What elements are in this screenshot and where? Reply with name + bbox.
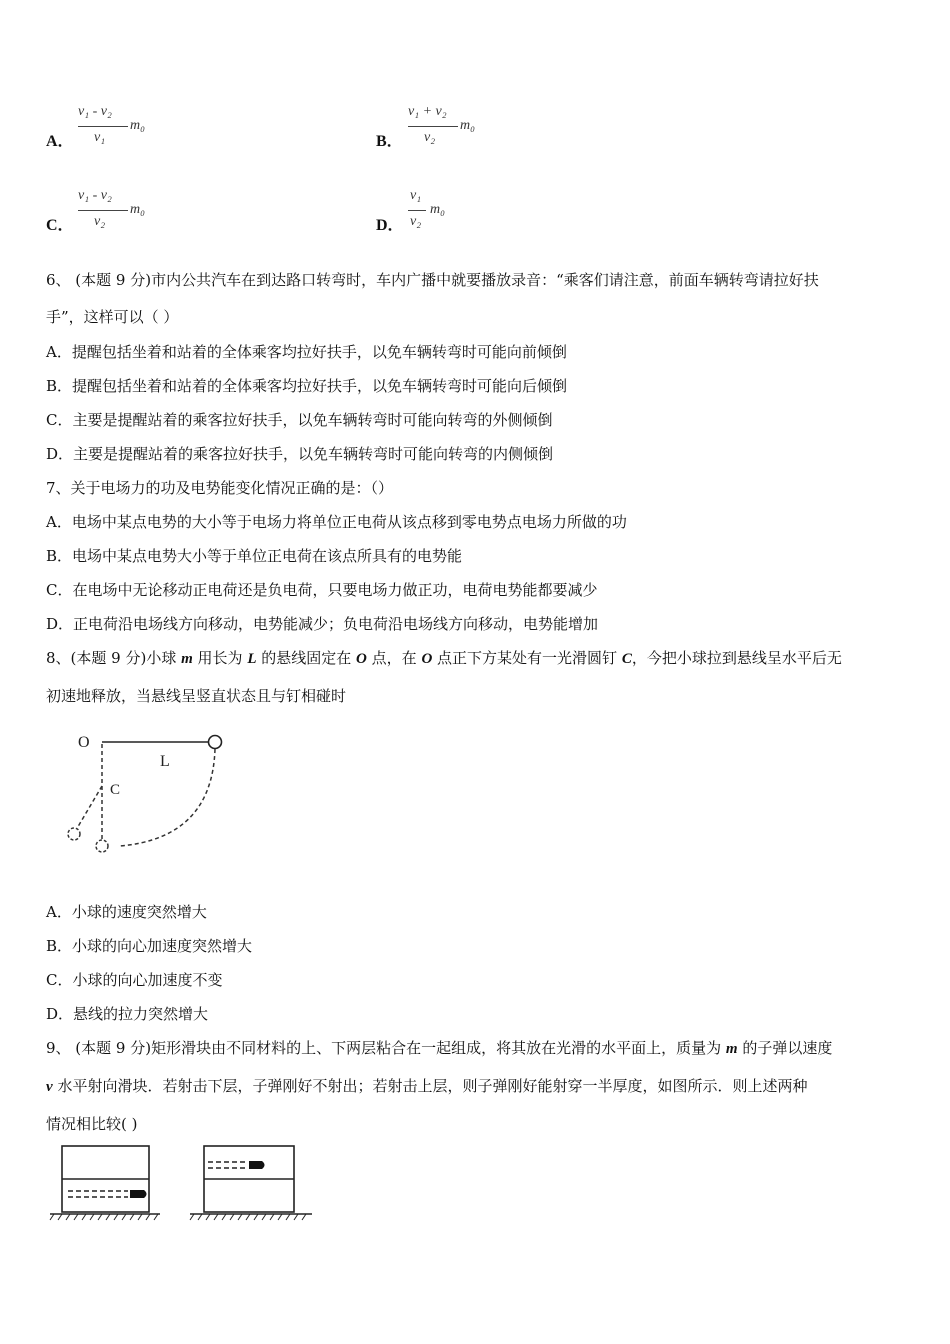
mass-symbol: m₀ (460, 118, 475, 133)
q9-stem-line1 (46, 1038, 832, 1059)
q8-stem-line1 (46, 648, 842, 669)
q9-stem-line2 (46, 1076, 807, 1097)
option-label: B． (376, 133, 403, 150)
stem-text: 用长为 (192, 649, 248, 667)
q8-option-a: A．小球的速度突然增大 (46, 903, 207, 921)
label-c: C (110, 782, 121, 798)
label-o: O (78, 734, 90, 751)
q8-stem-line2: 初速地释放，当悬线呈竖直状态且与钉相碰时 (46, 687, 347, 705)
mass-symbol: m₀ (130, 202, 145, 217)
numerator: v₁ - v₂ (78, 104, 112, 119)
q6-option-b: B．提醒包括坐着和站着的全体乘客均拉好扶手，以免车辆转弯时可能向后倾倒 (46, 377, 568, 395)
q7-option-c: C．在电场中无论移动正电荷还是负电荷，只要电场力做正功，电荷电势能都要减少 (46, 581, 598, 599)
stem-text: 点，在 (366, 649, 422, 667)
stem-text: ，今把小球拉到悬线呈水平后无 (631, 649, 842, 667)
pendulum-figure (60, 728, 240, 860)
q8-option-d: D．悬线的拉力突然增大 (46, 1005, 209, 1023)
q7-stem: 7、关于电场力的功及电势能变化情况正确的是：（） (46, 479, 394, 497)
ball-bottom (96, 840, 108, 852)
stem-text: 的子弹以速度 (737, 1039, 833, 1057)
stem-text: 9、 (本题 9 分)矩形滑块由不同材料的上、下两层粘合在一起组成，将其放在光滑的水平面上，质量为 (46, 1039, 726, 1057)
q7-option-d: D．正电荷沿电场线方向移动，电势能减少；负电荷沿电场线方向移动，电势能增加 (46, 615, 599, 633)
block-figure (46, 1142, 316, 1224)
stem-text: 的悬线固定在 (256, 649, 357, 667)
fraction-bar (78, 126, 128, 127)
q6-stem-line2: 手”，这样可以（ ） (46, 308, 179, 326)
symbol-o: O (421, 651, 433, 667)
fraction-bar (408, 210, 426, 211)
symbol-v: v (46, 1079, 53, 1095)
q6-option-a: A．提醒包括坐着和站着的全体乘客均拉好扶手，以免车辆转弯时可能向前倾倒 (46, 343, 567, 361)
option-label: A． (46, 133, 74, 150)
option-label: D． (376, 217, 404, 234)
fraction-bar (408, 126, 458, 127)
mass-symbol: m₀ (430, 202, 445, 217)
symbol-o: O (356, 651, 367, 667)
right-bullet (249, 1161, 265, 1169)
q6-option-c: C．主要是提醒站着的乘客拉好扶手，以免车辆转弯时可能向转弯的外侧倾倒 (46, 411, 553, 429)
stem-text: 水平射向滑块．若射击下层，子弹刚好不射出；若射击上层，则子弹刚好能射穿一半厚度，如图所示．则上述两种 (52, 1077, 808, 1095)
denominator: v₁ (94, 130, 106, 145)
option-label: C． (46, 217, 74, 234)
numerator: v₁ (410, 188, 422, 203)
denominator: v₂ (94, 214, 106, 229)
q8-option-b: B．小球的向心加速度突然增大 (46, 937, 253, 955)
left-ground-hatching (50, 1214, 158, 1220)
denominator: v₂ (424, 130, 436, 145)
symbol-m: m (725, 1041, 738, 1057)
q9-stem-line3: 情况相比较( ) (46, 1115, 138, 1133)
q7-option-b: B．电场中某点电势大小等于单位正电荷在该点所具有的电势能 (46, 547, 463, 565)
q8-option-c: C．小球的向心加速度不变 (46, 971, 223, 989)
q7-option-a: A．电场中某点电势的大小等于电场力将单位正电荷从该点移到零电势点电场力所做的功 (46, 513, 627, 531)
symbol-l: L (247, 651, 257, 667)
mass-symbol: m₀ (130, 118, 145, 133)
ball-initial (209, 736, 222, 749)
q6-option-d: D．主要是提醒站着的乘客拉好扶手，以免车辆转弯时可能向转弯的内侧倾倒 (46, 445, 554, 463)
stem-text: 点正下方某处有一光滑圆钉 (432, 649, 622, 667)
numerator: v₁ + v₂ (408, 104, 447, 119)
swing-dashed-string (76, 786, 102, 830)
left-bullet (130, 1190, 147, 1198)
denominator: v₂ (410, 214, 422, 229)
stem-text: 8、(本题 9 分)小球 (46, 649, 182, 667)
symbol-m: m (181, 651, 193, 667)
q6-stem-line1: 6、 (本题 9 分)市内公共汽车在到达路口转弯时，车内广播中就要播放录音：“乘客们请注意，前面车辆转弯请拉好扶 (46, 271, 819, 289)
ball-swing (68, 828, 80, 840)
fraction-bar (78, 210, 128, 211)
label-l: L (160, 753, 170, 770)
numerator: v₁ - v₂ (78, 188, 112, 203)
symbol-c: C (621, 651, 632, 667)
right-ground-hatching (190, 1214, 306, 1220)
